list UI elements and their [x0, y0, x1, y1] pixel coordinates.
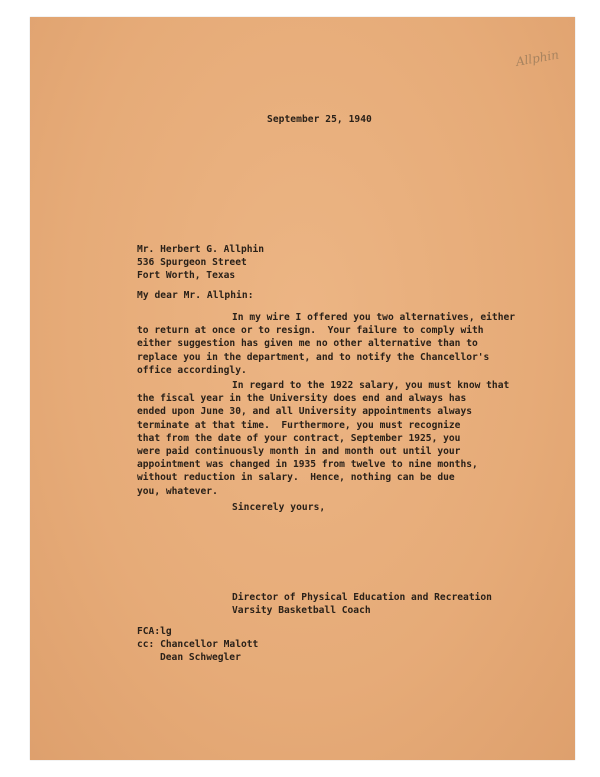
letter-page	[30, 17, 575, 760]
recipient-street: 536 Spurgeon Street	[137, 257, 247, 269]
signature-block	[232, 591, 492, 617]
cc-line-1	[137, 638, 258, 651]
margin-handwritten-annotation: Allphin	[514, 47, 560, 69]
letter-date: September 25, 1940	[267, 114, 372, 125]
paragraph-line: In my wire I offered you two alternatives, either	[232, 312, 516, 323]
salutation: My dear Mr. Allphin:	[137, 290, 254, 301]
initials-and-cc	[137, 625, 258, 665]
paragraph-line: were paid continuously month in and month out until your	[137, 446, 461, 458]
paragraph-line: that from the date of your contract, September 1925, you	[137, 432, 461, 444]
recipient-name: Mr. Herbert G. Allphin	[137, 244, 265, 255]
paragraph-line: to return at once or to resign. Your failure to comply with	[137, 325, 484, 337]
recipient-address	[137, 243, 264, 283]
paragraph-line: In regard to the 1922 salary, you must know that	[232, 380, 510, 391]
paragraph-line: either suggestion has given me no other alternative than to	[137, 338, 478, 350]
cc-line-2	[137, 651, 258, 664]
paragraph-line: office accordingly.	[137, 364, 247, 376]
cc-name: Dean Schwegler	[160, 652, 241, 664]
cc-label: cc:	[137, 639, 155, 651]
typist-initials: FCA:lg	[137, 626, 172, 637]
paragraph-2	[137, 379, 509, 498]
paragraph-1	[137, 311, 515, 377]
paragraph-line: replace you in the department, and to notify the Chancellor's	[137, 351, 490, 363]
paragraph-line: you, whatever.	[137, 485, 218, 497]
signature-subtitle: Varsity Basketball Coach	[232, 605, 371, 617]
paragraph-line: terminate at that time. Furthermore, you must recognize	[137, 419, 461, 431]
closing: Sincerely yours,	[232, 502, 326, 513]
recipient-city: Fort Worth, Texas	[137, 270, 236, 282]
paragraph-line: the fiscal year in the University does end and always has	[137, 393, 467, 405]
paragraph-line: appointment was changed in 1935 from twelve to nine months,	[137, 459, 478, 471]
paragraph-line: without reduction in salary. Hence, nothing can be due	[137, 472, 455, 484]
signature-title: Director of Physical Education and Recreation	[232, 592, 492, 603]
cc-name: Chancellor Malott	[160, 639, 259, 651]
paragraph-line: ended upon June 30, and all University appointments always	[137, 406, 473, 418]
